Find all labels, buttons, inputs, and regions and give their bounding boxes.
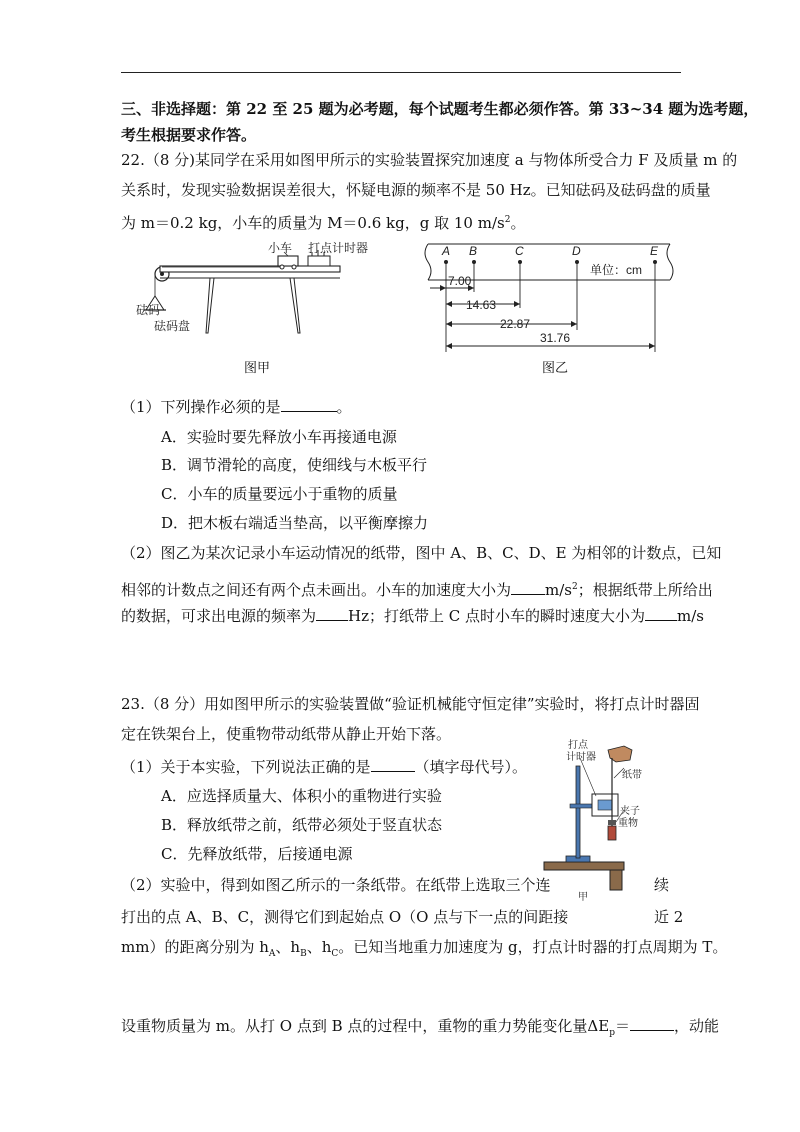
answer-blank[interactable] <box>630 1016 674 1031</box>
q23-part2-line1a: （2）实验中，得到如图乙所示的一条纸带。在纸带上选取三个连 <box>121 876 551 894</box>
answer-blank[interactable] <box>645 606 677 621</box>
tape-dist-4: 31.76 <box>540 331 571 345</box>
label-weight: 重物 <box>618 818 638 829</box>
figure-yi-tape <box>410 238 680 358</box>
answer-blank[interactable] <box>511 580 545 595</box>
q23-part2-line2a: 打出的点 A、B、C，测得它们到起始点 O（O 点与下一点的间距接 <box>121 908 569 926</box>
tape-label-e: E <box>650 244 659 258</box>
q23-option-c: C．先释放纸带，后接通电源 <box>161 845 353 863</box>
tape-unit: 单位：cm <box>590 263 642 277</box>
label-timer: 打点计时器 <box>308 241 369 255</box>
figure-jia-apparatus <box>136 238 380 338</box>
label-weight: 砝码 <box>136 303 161 317</box>
tape-dist-2: 14.63 <box>466 298 497 312</box>
q22-part2-line3: 的数据，可求出电源的频率为 Hz；打纸带上 C 点时小车的瞬时速度大小为 m/s <box>121 607 704 625</box>
q22-intro-line1: 22.（8 分)某同学在采用如图甲所示的实验装置探究加速度 a 与物体所受合力 F 及质量 m 的 <box>121 151 738 169</box>
q23-part2-line3: mm）的距离分别为 $h_A$、$h_B$、$h_C$。已知当地重力加速度为 g，打点计时器的打点周期为 T。 <box>121 938 728 959</box>
q22-intro-line2: 关系时，发现实验数据误差很大，怀疑电源的频率不是 50 Hz。已知砝码及砝码盘的质量 <box>121 181 711 199</box>
tape-label-c: C <box>515 244 524 258</box>
weight <box>608 826 616 840</box>
figure-jia-caption: 图甲 <box>244 361 271 376</box>
q23-part2-line4: 设重物质量为 m。从打 O 点到 B 点的过程中，重物的重力势能变化量$\Delta E_p=$ ，动能 <box>121 1017 719 1038</box>
section-header-line1: 三、非选择题：第 22 至 25 题为必考题，每个试题考生都必须作答。第 33~34 题为选考题， <box>121 100 759 118</box>
q23-option-a: A．应选择质量大、体积小的重物进行实验 <box>161 787 442 805</box>
table-leg-left <box>206 278 214 333</box>
stand-rod <box>576 766 580 858</box>
answer-blank[interactable] <box>371 757 415 772</box>
tape-label-a: A <box>442 244 451 258</box>
q23-option-b: B．释放纸带之前，纸带必须处于竖直状态 <box>161 816 443 834</box>
timer <box>308 256 330 266</box>
tape-dist-3: 22.87 <box>500 317 531 331</box>
label-timer-1: 打点 <box>568 740 588 751</box>
q22-option-b: B．调节滑轮的高度，使细线与木板平行 <box>161 456 428 474</box>
header-rule <box>121 72 681 73</box>
tape-label-d: D <box>572 244 581 258</box>
clip <box>608 820 616 825</box>
answer-blank[interactable] <box>316 606 348 621</box>
q22-part2-line2: 相邻的计数点之间还有两个点未画出。小车的加速度大小为 $m/s^2$；根据纸带上所给出 <box>121 581 713 599</box>
q23-part2-line1b: 续 <box>654 876 670 894</box>
label-clip: 夹子 <box>620 806 640 817</box>
q22-option-a: A．实验时要先释放小车再接通电源 <box>161 428 397 446</box>
q22-part2-line1: （2）图乙为某次记录小车运动情况的纸带，图中 A、B、C、D、E 为相邻的计数点，已知 <box>121 544 722 562</box>
q23-part1-stem: （1）关于本实验，下列说法正确的是 （填字母代号）。 <box>121 758 528 776</box>
q22-option-d: D．把木板右端适当垫高，以平衡摩擦力 <box>161 514 429 532</box>
label-tape: 纸带 <box>622 770 642 781</box>
figure-yi-caption: 图乙 <box>542 361 569 376</box>
q23-intro-line2: 定在铁架台上，使重物带动纸带从静止开始下落。 <box>121 725 452 743</box>
table-leg-right <box>290 278 300 333</box>
q23-apparatus-figure <box>540 738 660 903</box>
tape-label-b: B <box>469 244 478 258</box>
cart <box>278 256 298 266</box>
label-timer-2: 计时器 <box>566 752 596 763</box>
q22-intro-line3: 为 m＝0.2 kg，小车的质量为 M＝0.6 kg，g 取 10 $m/s^2$。 <box>121 214 526 232</box>
q22-option-c: C．小车的质量要远小于重物的质量 <box>161 485 398 503</box>
label-cart: 小车 <box>268 241 293 255</box>
figure-caption: 甲 <box>578 892 588 903</box>
answer-blank[interactable] <box>281 397 337 412</box>
section-header-line2: 考生根据要求作答。 <box>121 126 257 144</box>
table-top <box>544 862 624 870</box>
tape-dist-1: 7.00 <box>448 274 472 288</box>
q23-part2-line2b: 近 2 <box>654 908 684 926</box>
q23-intro-line1: 23.（8 分）用如图甲所示的实验装置做“验证机械能守恒定律”实验时，将打点计时器固 <box>121 695 700 713</box>
label-pan: 砝码盘 <box>154 319 191 333</box>
q22-part1-stem: （1）下列操作必须的是 。 <box>121 398 352 416</box>
